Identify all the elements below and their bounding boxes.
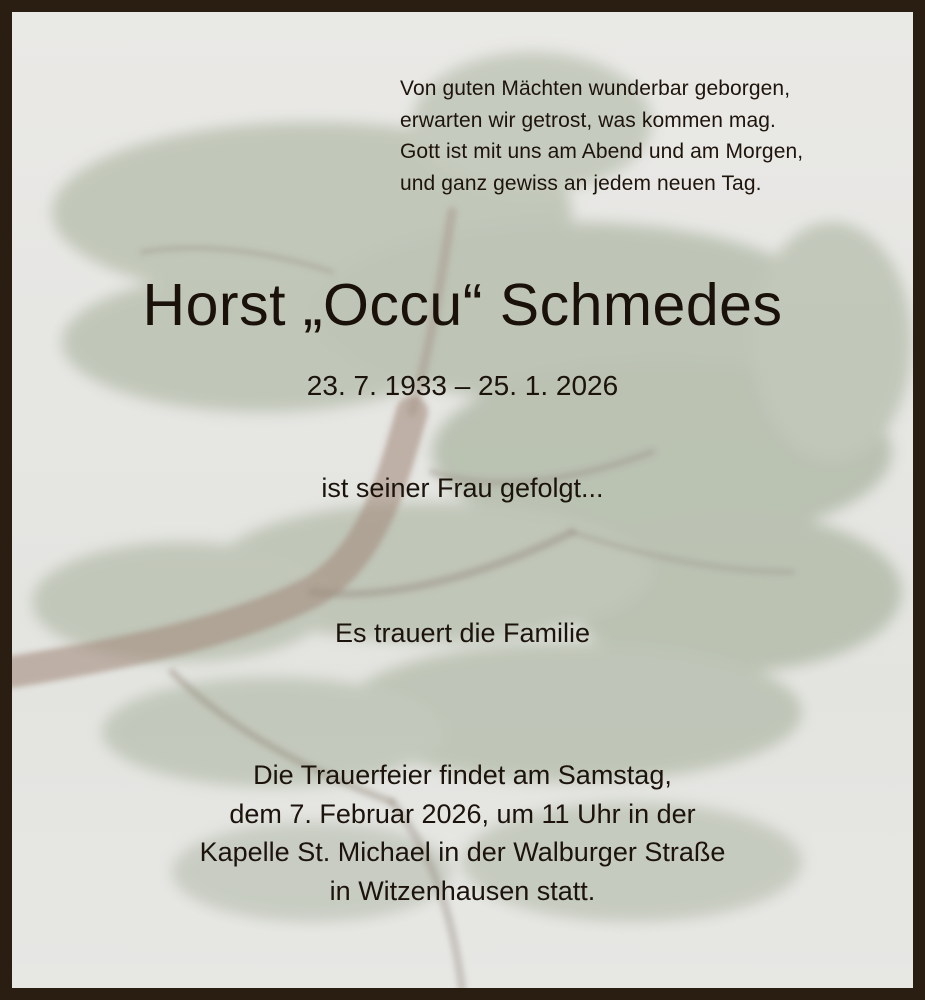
- deceased-name: Horst „Occu“ Schmedes: [142, 272, 783, 338]
- service-info: [0, 756, 925, 910]
- verse-line: erwarten wir getrost, was kommen mag.: [400, 108, 776, 132]
- verse-line: Von guten Mächten wunderbar geborgen,: [400, 77, 791, 100]
- service-line: Kapelle St. Michael in der Walburger Straße: [199, 837, 726, 867]
- service-line: dem 7. Februar 2026, um 11 Uhr in der: [229, 798, 696, 829]
- verse-line: Gott ist mit uns am Abend und am Morgen,: [400, 140, 804, 163]
- followed-text: ist seiner Frau gefolgt...: [321, 473, 604, 503]
- verse-line: und ganz gewiss an jedem neuen Tag.: [400, 171, 762, 195]
- verse: [400, 73, 880, 199]
- mourners-text: Es trauert die Familie: [334, 618, 591, 648]
- service-line: in Witzenhausen statt.: [329, 875, 596, 906]
- service-line: Die Trauerfeier findet am Samstag,: [253, 760, 672, 790]
- life-dates: 23. 7. 1933 – 25. 1. 2026: [306, 370, 619, 401]
